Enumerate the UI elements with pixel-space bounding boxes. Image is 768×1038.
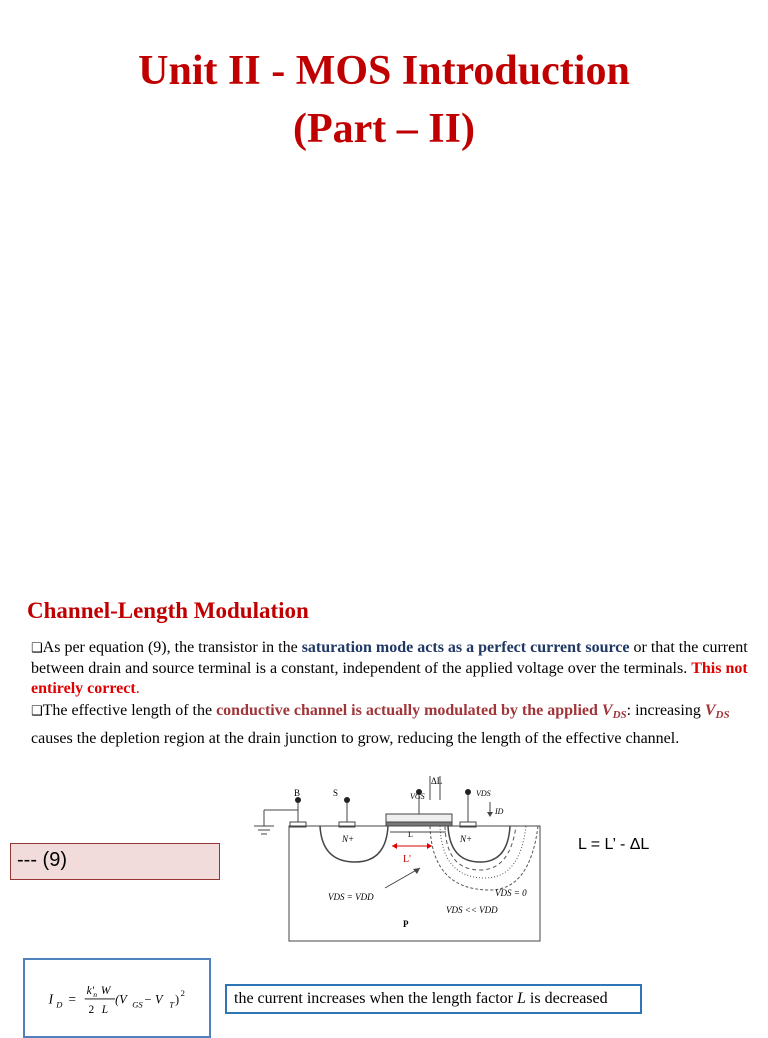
formula-rest-close: ): [174, 992, 180, 1007]
formula-rest-t: T: [169, 999, 175, 1010]
p2-highlight-channel: [216, 702, 627, 719]
p1-highlight-saturation: saturation mode acts as a perfect current source: [301, 639, 630, 656]
length-relation: L = L’ - ΔL: [578, 836, 650, 853]
label-vds-zero: VDS = 0: [495, 888, 527, 898]
substrate-outline: [289, 826, 540, 941]
gate-electrode: [386, 814, 452, 822]
p1-text-3: or that the current between drain and source terminal is a constant, independent of the applied voltage over the terminals.: [31, 639, 748, 677]
label-s: S: [333, 788, 339, 798]
label-delta-l: ΔL: [431, 776, 443, 786]
label-l-prime: L': [403, 854, 411, 865]
equation-reference-box: --- (9): [10, 843, 220, 880]
label-nplus-right: N+: [460, 834, 473, 844]
label-id: ID: [495, 807, 504, 816]
formula-den-l: L: [101, 1004, 109, 1017]
slide-title: [0, 42, 768, 158]
p2-highlight-text: conductive channel is actually modulated by the applied: [216, 702, 602, 719]
p1-text-5: .: [135, 680, 140, 697]
formula-num: k': [86, 985, 95, 998]
formula-rest-gs: GS: [132, 999, 143, 1010]
note-text-3: is decreased: [525, 990, 608, 1007]
label-b: B: [294, 788, 301, 798]
depletion-vds-vdd: [430, 826, 538, 890]
p2-vds-v: V: [601, 702, 613, 719]
body-text: [31, 638, 756, 750]
p1-highlight-not-correct: This not entirely correct: [31, 660, 748, 697]
paragraph-2: [31, 699, 756, 750]
l-prime-arrowhead-right: [427, 843, 432, 849]
bullet-icon: ❑: [31, 641, 43, 656]
label-vds-ll: VDS << VDD: [446, 905, 498, 915]
l-prime-arrowhead-left: [392, 843, 397, 849]
formula-equals: =: [68, 991, 77, 1007]
label-vds-top: VDS: [476, 789, 491, 798]
mosfet-cross-section-diagram: [250, 770, 550, 945]
paragraph-1: [31, 638, 756, 699]
p2-vds-2: [705, 702, 730, 719]
drain-node: [465, 789, 471, 795]
formula-rest-sq: 2: [180, 988, 185, 999]
p2-text-3: : increasing: [626, 702, 705, 719]
title-line-1: Unit II - MOS Introduction: [138, 48, 630, 94]
formula-den-2: 2: [88, 1004, 95, 1017]
p2-vds-sub: DS: [612, 709, 627, 721]
drain-well: [448, 826, 510, 862]
p2-vds2-v: V: [704, 702, 716, 719]
p2-text-1: The effective length of the: [42, 702, 217, 719]
p2-text-4: causes the depletion region at the drain junction to grow, reducing the length of the effective channel.: [31, 730, 680, 747]
label-p: P: [403, 919, 409, 929]
label-nplus-left: N+: [342, 834, 355, 844]
note-text-1: the current increases when the length factor: [234, 990, 517, 1007]
title-line-2: (Part – II): [293, 106, 475, 152]
gate-oxide: [386, 822, 452, 826]
source-well: [320, 826, 388, 862]
formula-lhs: I: [48, 991, 54, 1007]
id-arrowhead: [487, 812, 493, 817]
note-text-l: L: [516, 990, 526, 1007]
formula-num-sub: n: [93, 990, 98, 1000]
formula-rest-open: (V: [115, 992, 127, 1007]
p1-text-1: As per equation (9), the transistor in the: [42, 639, 302, 656]
formula-num-w: W: [100, 985, 111, 998]
formula-lhs-sub: D: [56, 999, 63, 1010]
label-vds-vdd: VDS = VDD: [328, 892, 374, 902]
label-l-top: L: [408, 830, 413, 839]
formula-rest-minus: − V: [143, 992, 163, 1007]
bullet-icon: ❑: [31, 704, 43, 719]
s-node: [344, 797, 350, 803]
p2-vds2-sub: DS: [715, 709, 730, 721]
note-box: [225, 984, 642, 1014]
drain-current-formula: [23, 958, 211, 1038]
label-vgs: VGS: [410, 792, 425, 801]
section-heading: Channel-Length Modulation: [27, 598, 309, 623]
